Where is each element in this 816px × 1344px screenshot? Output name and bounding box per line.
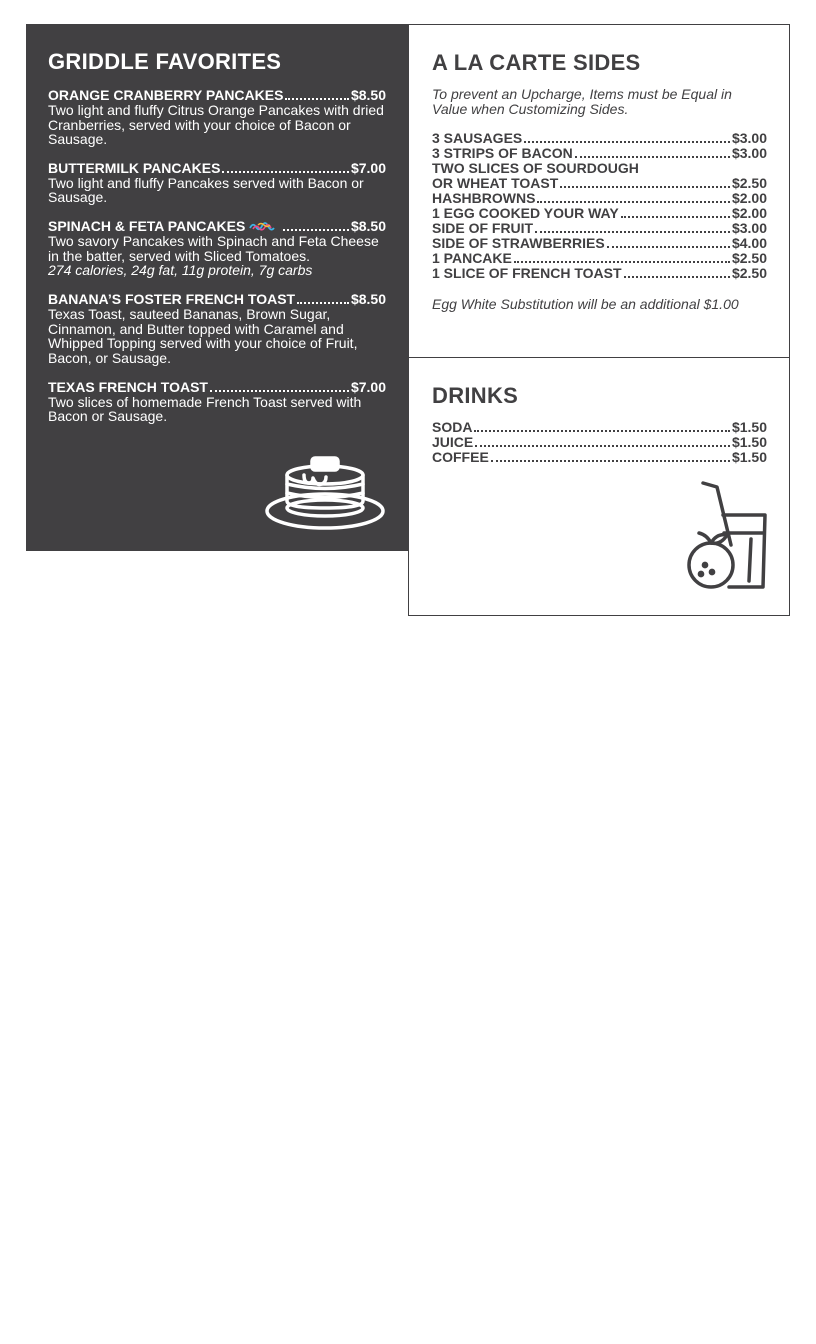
menu-item-name: TEXAS FRENCH TOAST xyxy=(48,378,208,395)
menu-item-price: $8.50 xyxy=(350,217,386,234)
juice-and-orange-icon xyxy=(687,479,769,591)
dot-leader xyxy=(607,246,730,248)
menu-item xyxy=(48,380,386,424)
a-la-carte-sides-panel xyxy=(408,24,790,358)
sides-title: A LA CARTE SIDES xyxy=(432,50,641,75)
menu-item-description: Two slices of homemade French Toast served with Bacon or Sausage. xyxy=(48,393,362,425)
menu-item-description: Texas Toast, sauteed Bananas, Brown Sugar, Cinnamon, and Butter topped with Caramel and Whipped Topping served with your choice of Fruit, Bacon, or Sausage. xyxy=(48,306,358,366)
side-item-name: SIDE OF FRUIT xyxy=(432,219,534,236)
side-item-price: $4.00 xyxy=(731,234,767,251)
drinks-title: DRINKS xyxy=(432,383,519,408)
side-item xyxy=(432,251,767,266)
side-item-name: HASHBROWNS xyxy=(432,189,536,206)
dot-leader xyxy=(210,390,349,392)
dot-leader xyxy=(535,231,730,233)
drink-item-name: COFFEE xyxy=(432,449,489,465)
drink-item-name: JUICE xyxy=(432,434,474,450)
dot-leader xyxy=(575,156,730,158)
drink-item xyxy=(432,435,767,450)
side-item xyxy=(432,146,767,161)
menu-item-name: SPINACH & FETA PANCAKES xyxy=(48,217,246,234)
dot-leader xyxy=(621,216,730,218)
dot-leader xyxy=(297,302,349,304)
dot-leader xyxy=(491,460,730,462)
menu-item-name: BUTTERMILK PANCAKES xyxy=(48,159,221,176)
menu-item-price: $7.00 xyxy=(350,378,386,395)
sides-note: To prevent an Upcharge, Items must be Equal in Value when Customizing Sides. xyxy=(432,86,732,117)
dot-leader xyxy=(537,201,730,203)
dot-leader xyxy=(514,261,730,263)
menu-item-description: Two light and fluffy Citrus Orange Pancakes with dried Cranberries, served with your choice of Bacon or Sausage. xyxy=(48,102,384,148)
menu-item-description: Two light and fluffy Pancakes served with Bacon or Sausage. xyxy=(48,174,364,206)
menu-item-price: $8.50 xyxy=(350,291,386,308)
dot-leader xyxy=(283,229,349,231)
side-item-name: 1 PANCAKE xyxy=(432,249,512,266)
drink-item-price: $1.50 xyxy=(731,449,767,465)
dot-leader xyxy=(474,430,730,432)
side-item-price: $3.00 xyxy=(731,145,767,161)
menu-item xyxy=(48,161,386,205)
side-item-name: 1 EGG COOKED YOUR WAY xyxy=(432,204,619,221)
side-item xyxy=(432,206,767,221)
side-item xyxy=(432,131,767,146)
side-item xyxy=(432,266,767,281)
menu-item xyxy=(48,88,386,147)
menu-item xyxy=(48,219,386,278)
side-item-name: OR WHEAT TOAST xyxy=(432,174,559,191)
side-item xyxy=(432,176,767,191)
drink-item xyxy=(432,420,767,435)
dot-leader xyxy=(560,186,730,188)
griddle-favorites-title: GRIDDLE FAVORITES xyxy=(48,49,282,74)
side-item-price: $2.00 xyxy=(731,189,767,206)
side-item-name-line1: TWO SLICES OF SOURDOUGH xyxy=(432,160,639,176)
drink-item xyxy=(432,450,767,465)
griddle-favorites-panel xyxy=(26,24,408,551)
menu-item-price: $8.50 xyxy=(350,87,386,103)
side-item-name: 3 STRIPS OF BACON xyxy=(432,145,573,161)
menu-item-nutrition: 274 calories, 24g fat, 11g protein, 7g carbs xyxy=(48,262,313,279)
side-item-price: $2.50 xyxy=(731,249,767,266)
dot-leader xyxy=(475,445,730,447)
pancake-stack-icon xyxy=(264,453,386,531)
side-item-price: $2.00 xyxy=(731,204,767,221)
drink-item-price: $1.50 xyxy=(731,419,767,435)
sides-footnote: Egg White Substitution will be an additional $1.00 xyxy=(432,295,739,312)
drink-item-name: SODA xyxy=(432,419,473,435)
side-item-name: 3 SAUSAGES xyxy=(432,130,523,146)
side-item-price: $2.50 xyxy=(731,264,767,281)
dot-leader xyxy=(524,141,730,143)
side-item-price: $2.50 xyxy=(731,174,767,191)
side-item-price: $3.00 xyxy=(731,219,767,236)
menu-item-name: ORANGE CRANBERRY PANCAKES xyxy=(48,87,284,103)
dot-leader xyxy=(285,98,349,100)
dot-leader xyxy=(222,171,349,173)
side-item xyxy=(432,236,767,251)
menu-item xyxy=(48,292,386,365)
drink-item-price: $1.50 xyxy=(731,434,767,450)
menu-item-name: BANANA’S FOSTER FRENCH TOAST xyxy=(48,291,296,308)
side-item xyxy=(432,191,767,206)
side-item-name: 1 SLICE OF FRENCH TOAST xyxy=(432,264,622,281)
side-item-price: $3.00 xyxy=(731,130,767,146)
menu-item-description: Two savory Pancakes with Spinach and Feta Cheese in the batter, served with Sliced Tomatoes. xyxy=(48,232,379,264)
side-item xyxy=(432,221,767,236)
side-item-name: SIDE OF STRAWBERRIES xyxy=(432,234,605,251)
drinks-panel xyxy=(408,357,790,616)
vegetarian-squiggle-icon xyxy=(249,221,275,231)
dot-leader xyxy=(624,276,730,278)
menu-item-price: $7.00 xyxy=(350,159,386,176)
